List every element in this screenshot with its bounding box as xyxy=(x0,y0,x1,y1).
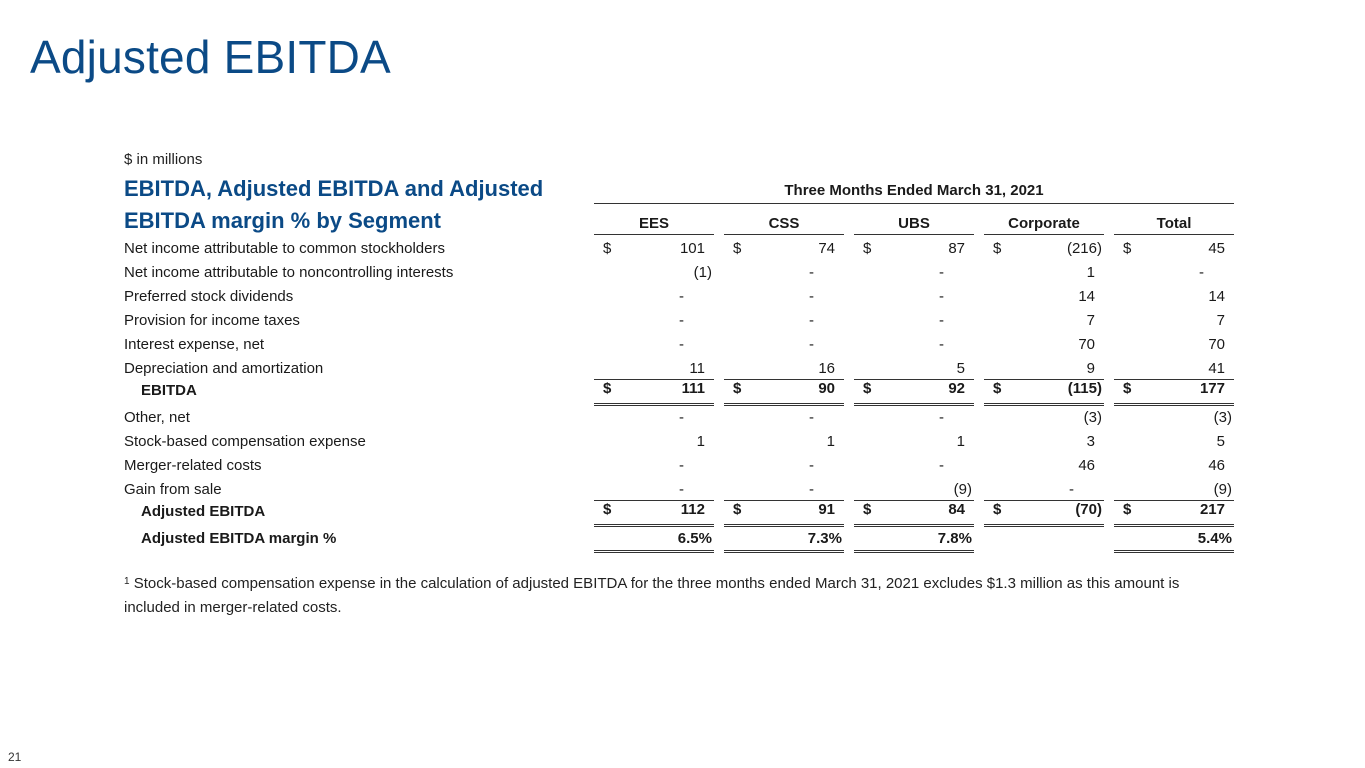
table-cell xyxy=(1114,409,1234,429)
cell-value: (3) xyxy=(1213,409,1232,426)
footnote xyxy=(124,572,1234,620)
table-cell xyxy=(594,457,714,477)
row-label: Adjusted EBITDA xyxy=(141,503,266,520)
table-cell xyxy=(724,433,844,453)
cell-value: 74 xyxy=(818,240,835,257)
cell-value: - xyxy=(1069,481,1074,498)
table-cell xyxy=(594,336,714,356)
cell-value: 16 xyxy=(818,360,835,377)
cell-value: 7.8% xyxy=(937,530,972,547)
cell-value: - xyxy=(809,457,814,474)
row-label: Net income attributable to common stockholders xyxy=(124,240,445,257)
cell-value: - xyxy=(809,409,814,426)
table-cell xyxy=(984,433,1104,453)
row-label: Gain from sale xyxy=(124,481,222,498)
table-row xyxy=(0,333,1365,357)
row-label: Preferred stock dividends xyxy=(124,288,294,305)
cell-value: - xyxy=(809,264,814,281)
table-cell xyxy=(1114,530,1234,553)
currency-symbol: $ xyxy=(863,380,872,397)
table-row xyxy=(0,478,1365,502)
currency-symbol: $ xyxy=(733,380,742,397)
cell-value: - xyxy=(679,288,684,305)
cell-value: 87 xyxy=(948,240,965,257)
currency-symbol: $ xyxy=(993,240,1002,257)
column-header-total: Total xyxy=(1114,215,1234,235)
currency-symbol: $ xyxy=(603,380,612,397)
table-cell xyxy=(724,264,844,284)
cell-value: 45 xyxy=(1208,240,1225,257)
cell-value: - xyxy=(939,409,944,426)
cell-value: - xyxy=(679,336,684,353)
cell-value: 1 xyxy=(696,433,705,450)
currency-symbol: $ xyxy=(733,501,742,518)
table-cell xyxy=(724,500,844,527)
page-title: Adjusted EBITDA xyxy=(30,31,391,83)
table-cell xyxy=(1114,336,1234,356)
footnote-text: Stock-based compensation expense in the calculation of adjusted EBITDA for the three months ended March 31, 2021 excludes $1.3 million as this amount is included in merger-related costs. xyxy=(124,575,1180,616)
table-cell xyxy=(854,379,974,406)
table-cell xyxy=(854,360,974,380)
column-header-ees: EES xyxy=(594,215,714,235)
cell-value: 70 xyxy=(1208,336,1225,353)
table-cell xyxy=(854,240,974,260)
period-header: Three Months Ended March 31, 2021 xyxy=(594,182,1234,204)
page-number: 21 xyxy=(8,750,22,764)
cell-value: 92 xyxy=(948,380,965,397)
table-cell xyxy=(984,530,1104,550)
table-cell xyxy=(854,288,974,308)
table-cell xyxy=(984,500,1104,527)
cell-value: - xyxy=(939,457,944,474)
table-cell xyxy=(594,360,714,380)
table-cell xyxy=(984,264,1104,284)
table-cell xyxy=(984,481,1104,501)
cell-value: - xyxy=(1199,264,1204,281)
table-cell xyxy=(594,409,714,429)
currency-symbol: $ xyxy=(1123,501,1132,518)
cell-value: (70) xyxy=(1075,501,1102,518)
cell-value: 7 xyxy=(1086,312,1095,329)
table-cell xyxy=(594,530,714,553)
table-cell xyxy=(984,312,1104,332)
row-label: Other, net xyxy=(124,409,190,426)
table-row xyxy=(0,406,1365,430)
row-label: Provision for income taxes xyxy=(124,312,300,329)
currency-symbol: $ xyxy=(733,240,742,257)
cell-value: - xyxy=(939,312,944,329)
column-header-corporate: Corporate xyxy=(984,215,1104,235)
cell-value: - xyxy=(679,312,684,329)
table-cell xyxy=(724,409,844,429)
table-cell xyxy=(594,481,714,501)
table-cell xyxy=(594,264,714,284)
cell-value: (115) xyxy=(1067,380,1102,397)
table-cell xyxy=(854,336,974,356)
cell-value: 5 xyxy=(1216,433,1225,450)
cell-value: - xyxy=(679,457,684,474)
table-cell xyxy=(854,481,974,501)
table-cell xyxy=(1114,312,1234,332)
table-cell xyxy=(594,240,714,260)
cell-value: 3 xyxy=(1086,433,1095,450)
table-cell xyxy=(984,457,1104,477)
cell-value: 1 xyxy=(1086,264,1095,281)
cell-value: 90 xyxy=(818,380,835,397)
row-label: Adjusted EBITDA margin % xyxy=(141,530,337,547)
table-cell xyxy=(724,312,844,332)
table-cell xyxy=(594,500,714,527)
footnote-marker: 1 xyxy=(124,576,130,587)
column-header-ubs: UBS xyxy=(854,215,974,235)
cell-value: - xyxy=(679,409,684,426)
cell-value: (1) xyxy=(693,264,712,281)
currency-symbol: $ xyxy=(863,501,872,518)
table-row xyxy=(0,261,1365,285)
cell-value: 111 xyxy=(681,380,705,397)
units-note: $ in millions xyxy=(124,151,203,168)
table-cell xyxy=(724,288,844,308)
table-cell xyxy=(854,312,974,332)
cell-value: 5.4% xyxy=(1197,530,1232,547)
currency-symbol: $ xyxy=(1123,240,1132,257)
table-cell xyxy=(854,433,974,453)
cell-value: 91 xyxy=(818,501,835,518)
table-cell xyxy=(1114,481,1234,501)
row-label: Interest expense, net xyxy=(124,336,265,353)
currency-symbol: $ xyxy=(603,240,612,257)
cell-value: (9) xyxy=(1213,481,1232,498)
table-cell xyxy=(854,264,974,284)
currency-symbol: $ xyxy=(993,380,1002,397)
cell-value: (9) xyxy=(953,481,972,498)
table-cell xyxy=(594,379,714,406)
table-row xyxy=(0,454,1365,478)
table-row xyxy=(0,285,1365,309)
cell-value: - xyxy=(939,264,944,281)
table-cell xyxy=(854,457,974,477)
currency-symbol: $ xyxy=(863,240,872,257)
row-label: EBITDA xyxy=(141,382,197,399)
table-cell xyxy=(724,240,844,260)
row-label: Merger-related costs xyxy=(124,457,262,474)
cell-value: 9 xyxy=(1086,360,1095,377)
cell-value: 6.5% xyxy=(677,530,712,547)
cell-value: 46 xyxy=(1208,457,1225,474)
cell-value: 7 xyxy=(1216,312,1225,329)
cell-value: 7.3% xyxy=(807,530,842,547)
table-cell xyxy=(1114,240,1234,260)
cell-value: 1 xyxy=(956,433,965,450)
table-cell xyxy=(724,530,844,553)
cell-value: - xyxy=(939,288,944,305)
cell-value: 5 xyxy=(956,360,965,377)
table-row xyxy=(0,357,1365,381)
table-cell xyxy=(854,409,974,429)
table-cell xyxy=(594,433,714,453)
table-cell xyxy=(724,336,844,356)
table-cell xyxy=(1114,360,1234,380)
cell-value: (3) xyxy=(1083,409,1102,426)
currency-symbol: $ xyxy=(1123,380,1132,397)
table-cell xyxy=(1114,457,1234,477)
row-label: Stock-based compensation expense xyxy=(124,433,366,450)
cell-value: 112 xyxy=(680,501,705,518)
table-row xyxy=(0,500,1365,524)
table-row xyxy=(0,527,1365,551)
cell-value: 217 xyxy=(1199,501,1225,518)
cell-value: 14 xyxy=(1208,288,1225,305)
table-row xyxy=(0,309,1365,333)
table-cell xyxy=(1114,500,1234,527)
cell-value: - xyxy=(809,288,814,305)
table-cell xyxy=(984,288,1104,308)
table-cell xyxy=(984,336,1104,356)
table-row xyxy=(0,430,1365,454)
table-cell xyxy=(724,457,844,477)
cell-value: 46 xyxy=(1078,457,1095,474)
cell-value: - xyxy=(809,481,814,498)
table-cell xyxy=(1114,288,1234,308)
table-row xyxy=(0,237,1365,261)
cell-value: - xyxy=(809,312,814,329)
table-cell xyxy=(1114,433,1234,453)
table-cell xyxy=(724,360,844,380)
cell-value: - xyxy=(939,336,944,353)
table-cell xyxy=(1114,264,1234,284)
cell-value: - xyxy=(809,336,814,353)
cell-value: 177 xyxy=(1199,380,1225,397)
table-row xyxy=(0,379,1365,403)
currency-symbol: $ xyxy=(993,501,1002,518)
table-heading: EBITDA, Adjusted EBITDA and Adjusted EBITDA margin % by Segment xyxy=(124,176,544,233)
table-cell xyxy=(594,288,714,308)
table-cell xyxy=(1114,379,1234,406)
cell-value: 14 xyxy=(1078,288,1095,305)
table-cell xyxy=(984,360,1104,380)
cell-value: 70 xyxy=(1078,336,1095,353)
cell-value: 41 xyxy=(1208,360,1225,377)
cell-value: (216) xyxy=(1066,240,1102,257)
cell-value: 1 xyxy=(826,433,835,450)
table-cell xyxy=(724,379,844,406)
table-cell xyxy=(594,312,714,332)
cell-value: - xyxy=(679,481,684,498)
row-label: Depreciation and amortization xyxy=(124,360,324,377)
table-cell xyxy=(984,240,1104,260)
table-cell xyxy=(984,379,1104,406)
cell-value: 101 xyxy=(679,240,705,257)
table-cell xyxy=(854,530,974,553)
cell-value: 84 xyxy=(948,501,965,518)
row-label: Net income attributable to noncontrolling interests xyxy=(124,264,454,281)
table-cell xyxy=(724,481,844,501)
column-header-css: CSS xyxy=(724,215,844,235)
currency-symbol: $ xyxy=(603,501,612,518)
table-cell xyxy=(854,500,974,527)
table-cell xyxy=(984,409,1104,429)
cell-value: 11 xyxy=(689,360,705,377)
